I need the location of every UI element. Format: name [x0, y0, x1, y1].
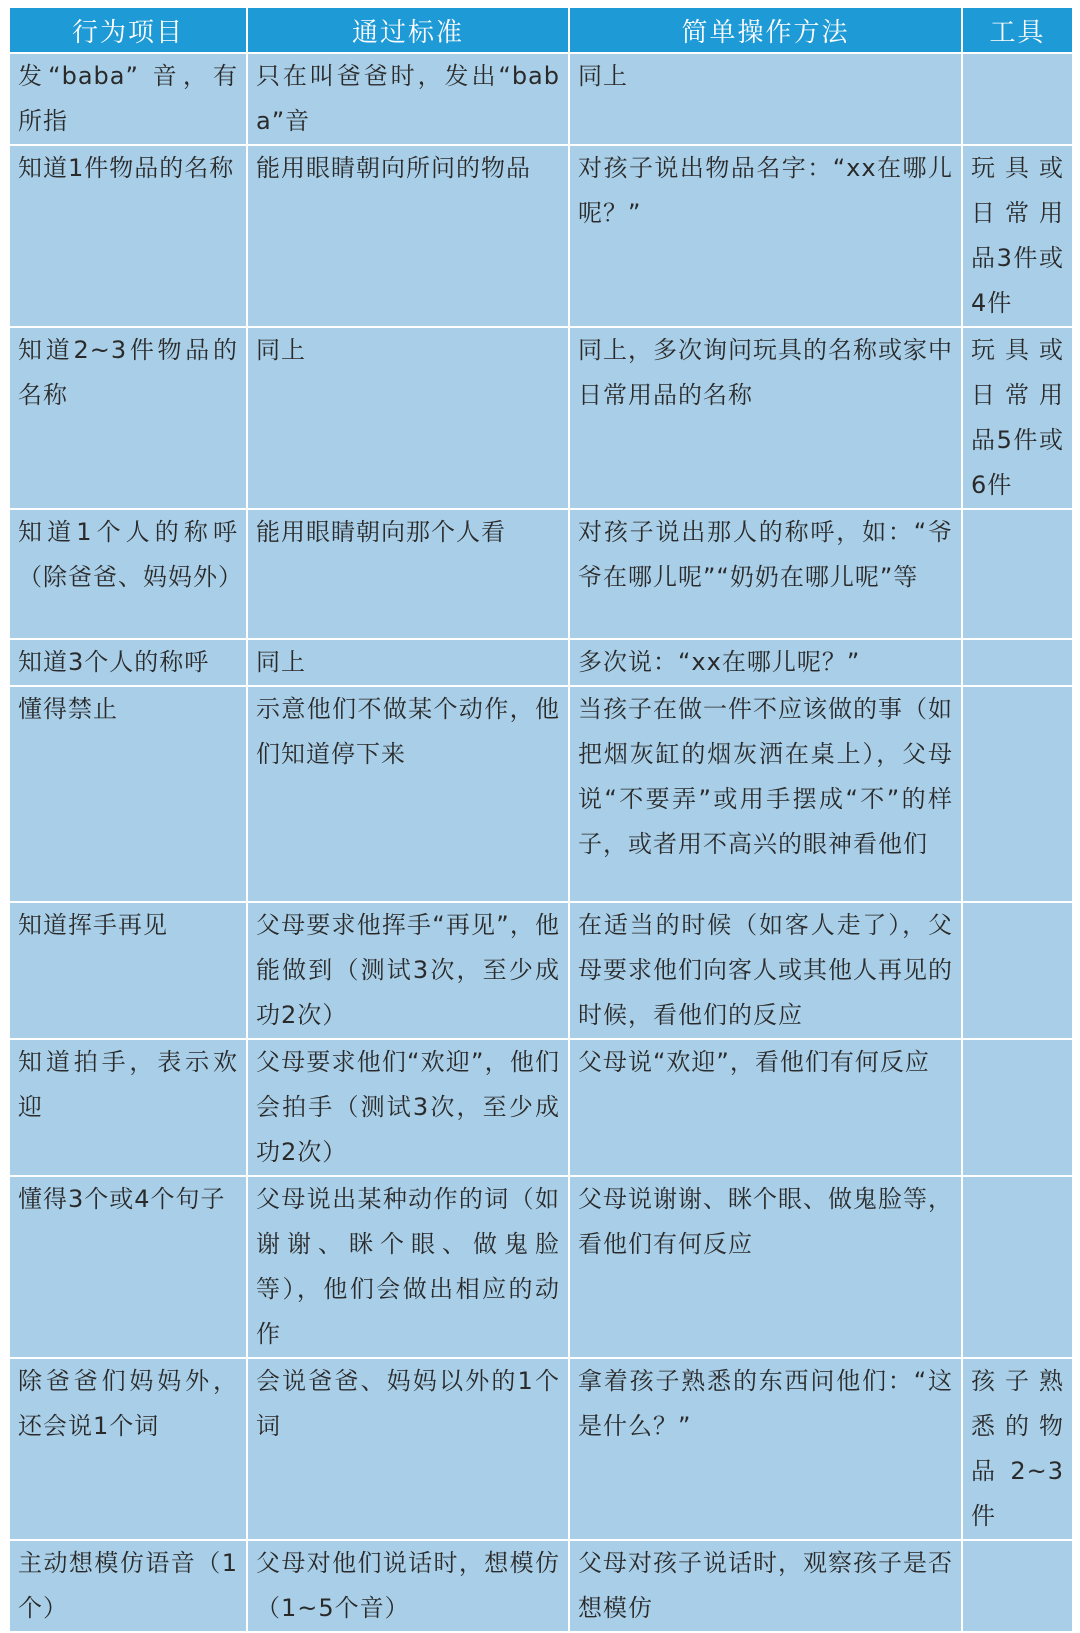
header-row: [9, 7, 1073, 53]
cell-item: 知道2~3件物品的名称: [9, 327, 247, 509]
cell-method: 同上: [569, 53, 962, 145]
cell-tool: [962, 902, 1073, 1039]
cell-item: 懂得禁止: [9, 686, 247, 902]
cell-tool: [962, 1039, 1073, 1176]
table-row: [9, 145, 1073, 327]
table-row: [9, 902, 1073, 1039]
table-row: [9, 1176, 1073, 1358]
table-row: [9, 639, 1073, 686]
header-standard: 通过标准: [247, 7, 569, 53]
cell-standard: 父母要求他们“欢迎”，他们会拍手（测试3次，至少成功2次）: [247, 1039, 569, 1176]
cell-standard: 父母要求他挥手“再见”，他能做到（测试3次，至少成功2次）: [247, 902, 569, 1039]
cell-method: 对孩子说出物品名字：“xx在哪儿呢？”: [569, 145, 962, 327]
cell-item: 发“baba” 音，有所指: [9, 53, 247, 145]
cell-item: 知道挥手再见: [9, 902, 247, 1039]
cell-item: 懂得3个或4个句子: [9, 1176, 247, 1358]
assessment-table: [8, 6, 1074, 1633]
cell-method: 拿着孩子熟悉的东西问他们：“这是什么？”: [569, 1358, 962, 1540]
header-method: 简单操作方法: [569, 7, 962, 53]
cell-tool: 孩子熟悉的物品2~3件: [962, 1358, 1073, 1540]
cell-standard: 同上: [247, 327, 569, 509]
cell-tool: [962, 1540, 1073, 1632]
table-row: [9, 1540, 1073, 1632]
cell-item: 知道3个人的称呼: [9, 639, 247, 686]
cell-item: 知道1件物品的名称: [9, 145, 247, 327]
cell-tool: 玩具或日常用品3件或4件: [962, 145, 1073, 327]
cell-tool: [962, 509, 1073, 639]
cell-standard: 父母对他们说话时，想模仿（1~5个音）: [247, 1540, 569, 1632]
cell-standard: 同上: [247, 639, 569, 686]
cell-method: 同上，多次询问玩具的名称或家中日常用品的名称: [569, 327, 962, 509]
cell-standard: 父母说出某种动作的词（如谢谢、眯个眼、做鬼脸等），他们会做出相应的动作: [247, 1176, 569, 1358]
cell-item: 知道1个人的称呼（除爸爸、妈妈外）: [9, 509, 247, 639]
cell-method: 对孩子说出那人的称呼，如：“爷爷在哪儿呢”“奶奶在哪儿呢”等: [569, 509, 962, 639]
cell-tool: [962, 53, 1073, 145]
cell-method: 当孩子在做一件不应该做的事（如把烟灰缸的烟灰洒在桌上），父母说“不要弄”或用手摆成“不”的样子，或者用不高兴的眼神看他们: [569, 686, 962, 902]
table-row: [9, 686, 1073, 902]
table-row: [9, 1358, 1073, 1540]
table-container: [8, 6, 1072, 1633]
table-row: [9, 53, 1073, 145]
cell-standard: 示意他们不做某个动作，他们知道停下来: [247, 686, 569, 902]
header-tool: 工具: [962, 7, 1073, 53]
cell-standard: 能用眼睛朝向所问的物品: [247, 145, 569, 327]
cell-standard: 能用眼睛朝向那个人看: [247, 509, 569, 639]
cell-method: 父母对孩子说话时，观察孩子是否想模仿: [569, 1540, 962, 1632]
table-row: [9, 1039, 1073, 1176]
header-item: 行为项目: [9, 7, 247, 53]
cell-standard: 只在叫爸爸时，发出“baba”音: [247, 53, 569, 145]
cell-tool: [962, 686, 1073, 902]
cell-tool: [962, 1176, 1073, 1358]
cell-item: 除爸爸们妈妈外，还会说1个词: [9, 1358, 247, 1540]
cell-item: 主动想模仿语音（1个）: [9, 1540, 247, 1632]
cell-tool: 玩具或日常用品5件或6件: [962, 327, 1073, 509]
cell-tool: [962, 639, 1073, 686]
cell-method: 父母说谢谢、眯个眼、做鬼脸等，看他们有何反应: [569, 1176, 962, 1358]
table-row: [9, 509, 1073, 639]
table-row: [9, 327, 1073, 509]
cell-item: 知道拍手，表示欢迎: [9, 1039, 247, 1176]
cell-method: 多次说：“xx在哪儿呢？”: [569, 639, 962, 686]
cell-method: 父母说“欢迎”，看他们有何反应: [569, 1039, 962, 1176]
cell-standard: 会说爸爸、妈妈以外的1个词: [247, 1358, 569, 1540]
cell-method: 在适当的时候（如客人走了），父母要求他们向客人或其他人再见的时候，看他们的反应: [569, 902, 962, 1039]
